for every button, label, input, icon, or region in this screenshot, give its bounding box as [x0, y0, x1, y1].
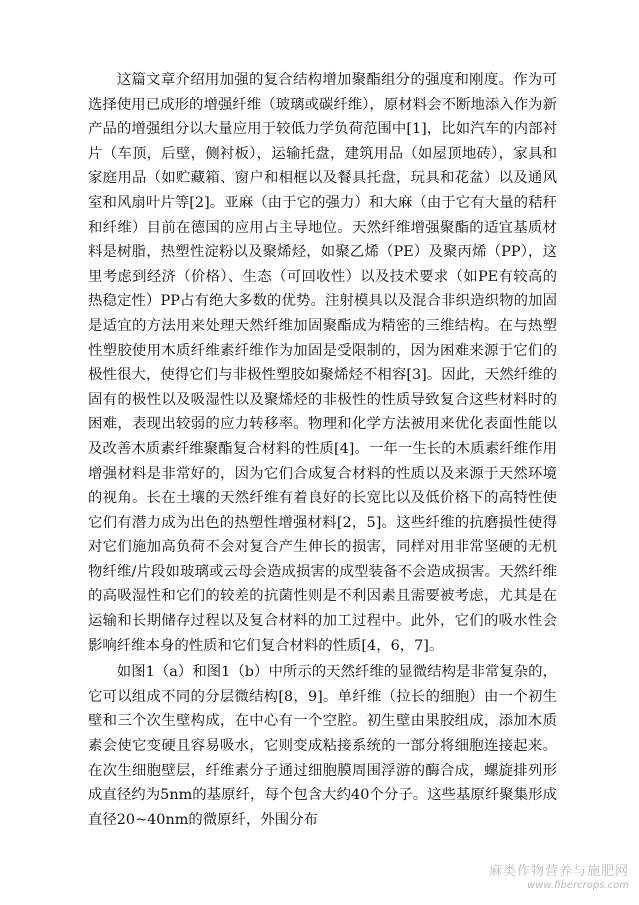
watermark-text-cn: 麻类作物营养与施肥网 [488, 863, 629, 879]
watermark-text-en: www.fibercrops.com [527, 879, 629, 891]
document-body [88, 68, 557, 832]
site-watermark [489, 865, 629, 891]
paragraph-2: 如图1（a）和图1（b）中所示的天然纤维的显微结构是非常复杂的，它可以组成不同的分层微结构[8，9]。单纤维（拉长的细胞）由一个初生壁和三个次生壁构成，在中心有一个空腔。初生壁由果胶组成，添加木质素会使它变硬且容易吸水，它则变成粘接系统的一部分将细胞连接起来。在次生细胞壁层，纤维素分子通过细胞膜周围浮游的酶合成，螺旋排列形成直径约为5nm的基原纤，每个包含大约40个分子。这些基原纤聚集形成直径20~40nm的微原纤，外围分布 [88, 664, 557, 828]
paragraph-1: 这篇文章介绍用加强的复合结构增加聚酯组分的强度和刚度。作为可选择使用已成形的增强纤维（玻璃或碳纤维），原材料会不断地添入作为新产品的增强组分以大量应用于较低力学负荷范围中[1]，比如汽车的内部衬片（车顶，后壁，侧衬板），运输托盘，建筑用品（如屋顶地砖），家具和家庭用品（如贮藏箱、窗户和相框以及餐具托盘，玩具和花盆）以及通风室和风扇叶片等[2]。亚麻（由于它的强力）和大麻（由于它有大量的秸秆和纤维）目前在德国的应用占主导地位。天然纤维增强聚酯的适宜基质材料是树脂，热塑性淀粉以及聚烯烃，如聚乙烯（PE）及聚丙烯（PP），这里考虑到经济（价格）、生态（可回收性）以及技术要求（如PE有较高的热稳定性）PP占有绝大多数的优势。注射模具以及混合非织造织物的加固是适宜的方法用来处理天然纤维加固聚酯成为精密的三维结构。在与热塑性塑胶使用木质纤维素纤维作为加固是受限制的，因为困难来源于它们的极性很大，使得它们与非极性塑胶如聚烯烃不相容[3]。因此，天然纤维的固有的极性以及吸湿性以及聚烯烃的非极性的性质导致复合这些材料时的困难，表现出较弱的应力转移率。物理和化学方法被用来优化表面性能以及改善木质素纤维聚酯复合材料的性质[4]。一年一生长的木质素纤维作用增强材料是非常好的，因为它们合成复合材料的性质以及来源于天然环境的视角。长在土壤的天然纤维有着良好的长宽比以及低价格下的高特性使它们有潜力成为出色的热塑性增强材料[2，5]。这些纤维的抗磨损性使得对它们施加高负荷不会对复合产生伸长的损害，同样对用非常坚硬的无机物纤维/片段如玻璃或云母会造成损害的成型装备不会造成损害。天然纤维的高吸湿性和它们的较差的抗菌性则是不利因素且需要被考虑，尤其是在运输和长期储存过程以及复合材料的加工过程中。此外，它们的吸水性会影响纤维本身的性质和它们复合材料的性质[4，6，7]。 [88, 72, 557, 654]
